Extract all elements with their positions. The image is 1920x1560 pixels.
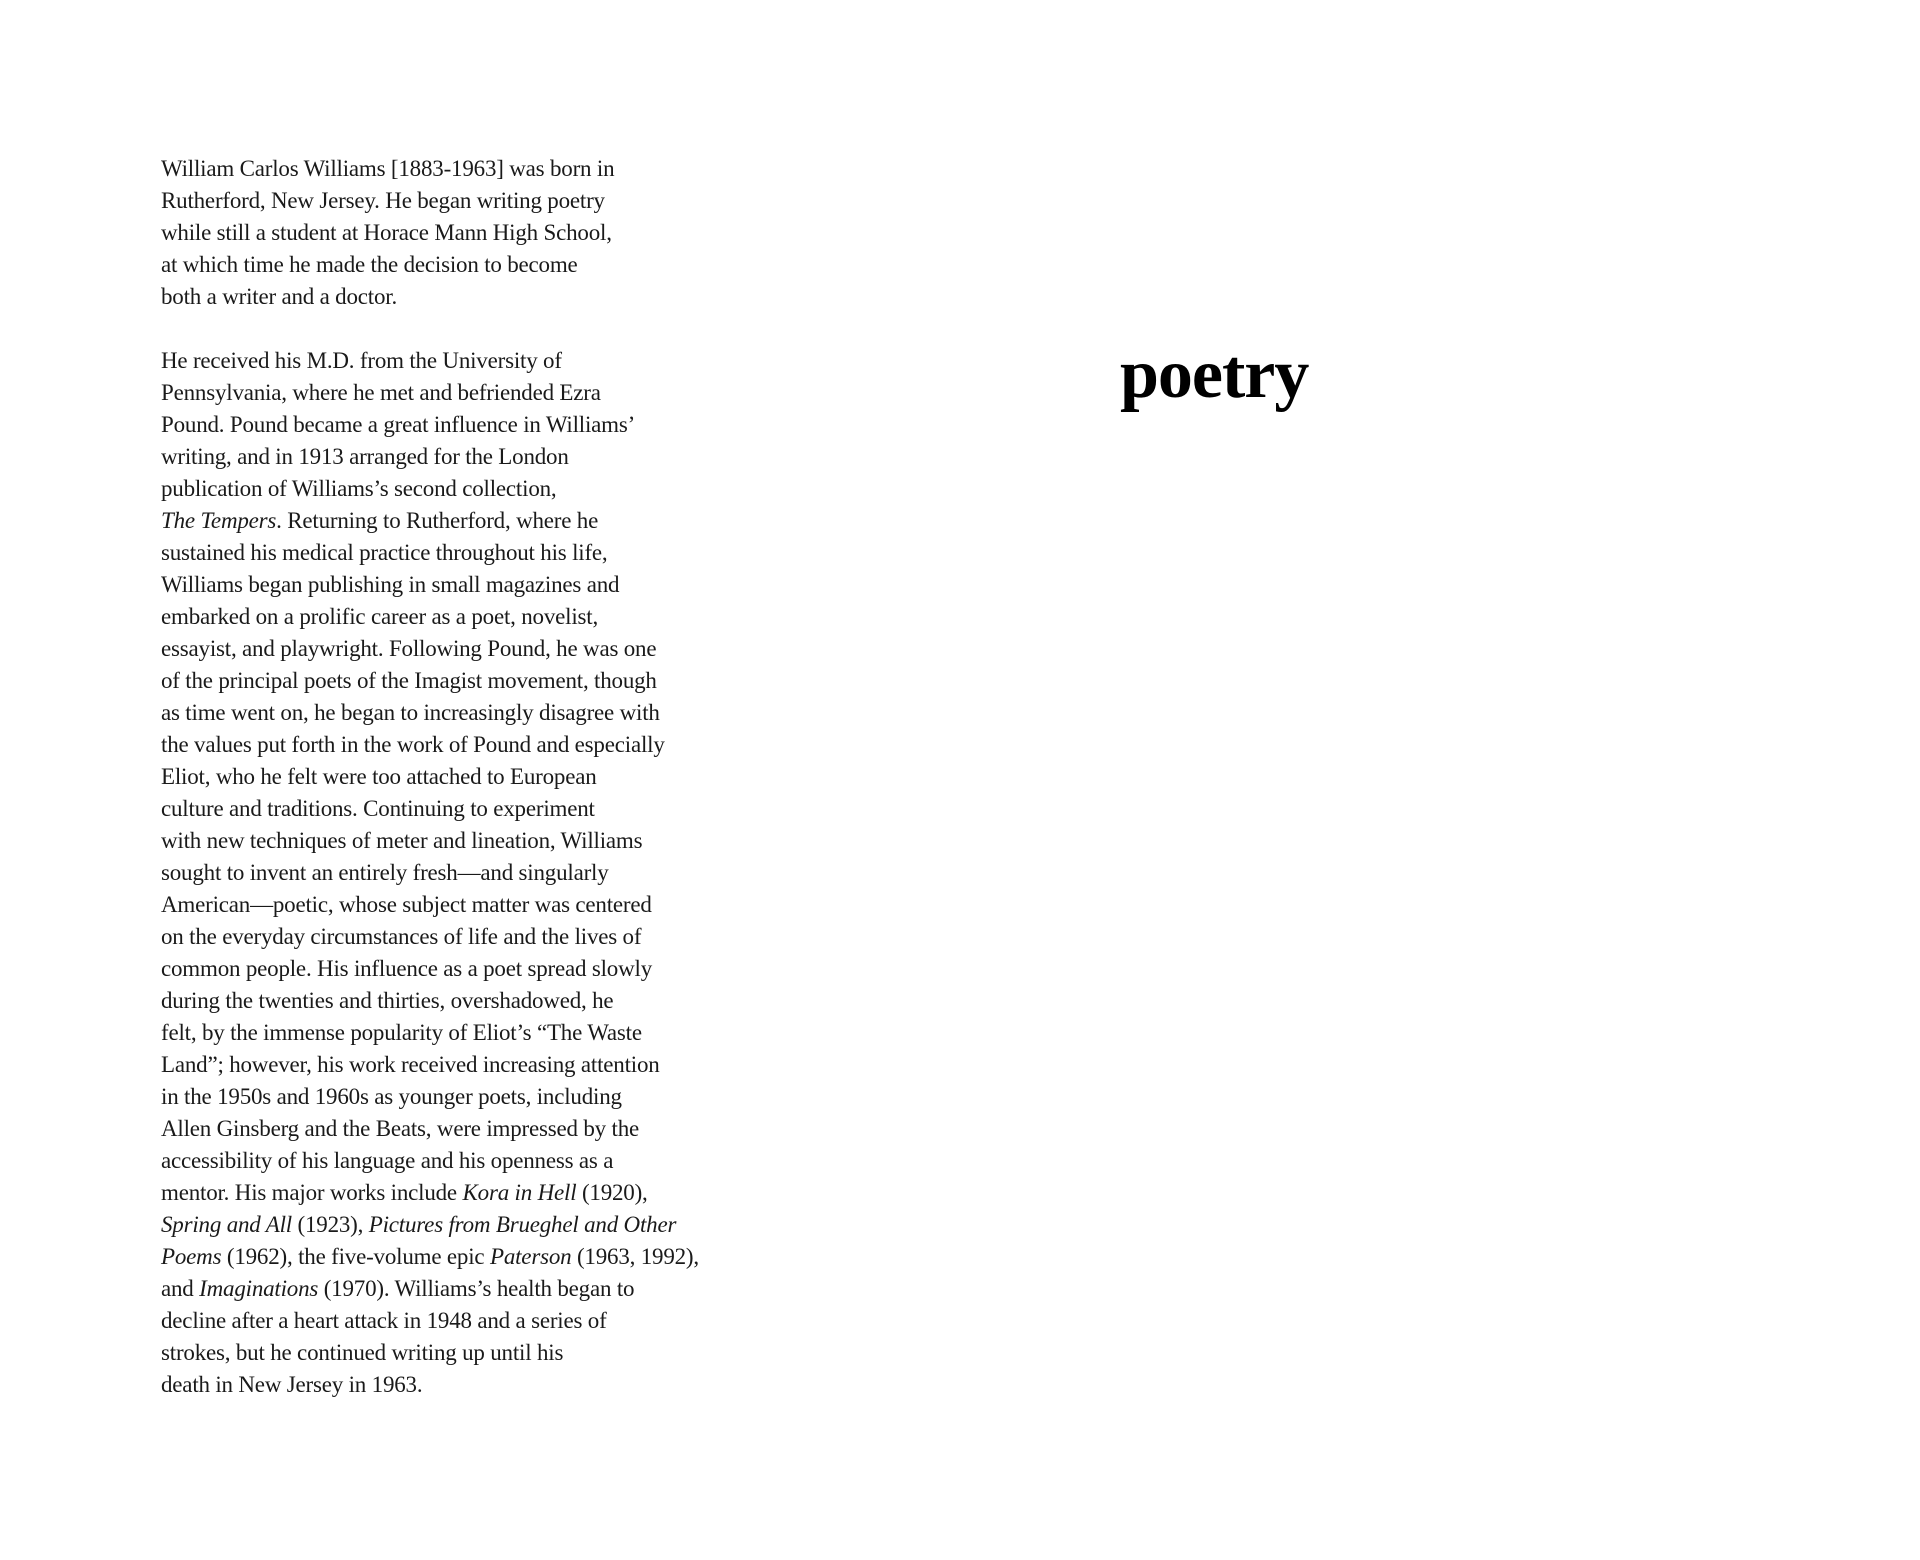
text-run: sought to invent an entirely fresh—and singularly [161,860,609,885]
text-run: common people. His influence as a poet spread slowly [161,956,652,981]
bio-line [161,1113,699,1145]
text-run: on the everyday circumstances of life and the lives of [161,924,642,949]
text-run: (1970). Williams’s health began to [318,1276,635,1301]
bio-line [161,921,699,953]
text-run: writing, and in 1913 arranged for the London [161,444,569,469]
text-run: He received his M.D. from the University of [161,348,562,373]
bio-line [161,409,699,441]
bio-line [161,665,699,697]
text-run: both a writer and a doctor. [161,284,398,309]
text-run: Eliot, who he felt were too attached to European [161,764,597,789]
bio-line [161,1049,699,1081]
bio-line [161,761,699,793]
text-run: Pound. Pound became a great influence in Williams’ [161,412,636,437]
bio-line [161,793,699,825]
text-run: (1962), the five-volume epic [221,1244,490,1269]
bio-line [161,1305,699,1337]
text-run: sustained his medical practice throughout his life, [161,540,608,565]
bio-line [161,377,699,409]
text-run: Williams began publishing in small magazines and [161,572,620,597]
text-run: decline after a heart attack in 1948 and a series of [161,1308,607,1333]
bio-line [161,1177,699,1209]
text-run: (1923), [291,1212,369,1237]
bio-line [161,249,699,281]
text-run: publication of Williams’s second collection, [161,476,557,501]
bio-line [161,1369,699,1401]
bio-line [161,473,699,505]
text-run: in the 1950s and 1960s as younger poets, including [161,1084,622,1109]
bio-line [161,1017,699,1049]
text-run: essayist, and playwright. Following Pound, he was one [161,636,657,661]
bio-line [161,1209,699,1241]
text-run: while still a student at Horace Mann High School, [161,220,612,245]
text-run: mentor. His major works include [161,1180,463,1205]
bio-line [161,1081,699,1113]
italic-title: Pictures from Brueghel and Other [368,1212,677,1237]
text-run: during the twenties and thirties, overshadowed, he [161,988,614,1013]
text-run: Pennsylvania, where he met and befriended Ezra [161,380,601,405]
italic-title: Poems [161,1244,222,1269]
italic-title: Spring and All [161,1212,292,1237]
bio-line [161,1337,699,1369]
bio-line [161,217,699,249]
text-run: Rutherford, New Jersey. He began writing poetry [161,188,605,213]
text-run: of the principal poets of the Imagist movement, though [161,668,657,693]
text-run: as time went on, he began to increasingly disagree with [161,700,660,725]
bio-line [161,857,699,889]
bio-line [161,601,699,633]
bio-line [161,1145,699,1177]
italic-title: Kora in Hell [462,1180,577,1205]
bio-line [161,825,699,857]
text-run: and [161,1276,200,1301]
text-run: the values put forth in the work of Pound and especially [161,732,665,757]
text-run: strokes, but he continued writing up until his [161,1340,564,1365]
text-run: . Returning to Rutherford, where he [276,508,599,533]
section-title: poetry [1120,336,1309,413]
bio-line [161,633,699,665]
text-run: American—poetic, whose subject matter was centered [161,892,652,917]
bio-line [161,441,699,473]
italic-title: The Tempers [161,508,277,533]
bio-line [161,985,699,1017]
italic-title: Paterson [489,1244,572,1269]
bio-line [161,505,699,537]
text-run: culture and traditions. Continuing to experiment [161,796,595,821]
bio-line [161,345,699,377]
text-run: William Carlos Williams [1883-1963] was born in [161,156,615,181]
bio-line [161,153,699,185]
bio-line [161,537,699,569]
text-run: with new techniques of meter and lineation, Williams [161,828,643,853]
bio-line [161,889,699,921]
bio-line [161,185,699,217]
italic-title: Imaginations [199,1276,319,1301]
text-run: (1963, 1992), [571,1244,699,1269]
text-run: Allen Ginsberg and the Beats, were impressed by the [161,1116,639,1141]
bio-line [161,1273,699,1305]
bio-line [161,729,699,761]
bio-line [161,953,699,985]
text-run: (1920), [576,1180,648,1205]
bio-line [161,697,699,729]
biography-text [161,153,699,1401]
bio-line [161,281,699,313]
text-run: felt, by the immense popularity of Eliot’s “The Waste [161,1020,642,1045]
text-run: embarked on a prolific career as a poet, novelist, [161,604,599,629]
paragraph-break [161,313,699,345]
text-run: death in New Jersey in 1963. [161,1372,423,1397]
text-run: accessibility of his language and his openness as a [161,1148,614,1173]
bio-line [161,1241,699,1273]
text-run: at which time he made the decision to become [161,252,578,277]
text-run: Land”; however, his work received increasing attention [161,1052,660,1077]
bio-line [161,569,699,601]
